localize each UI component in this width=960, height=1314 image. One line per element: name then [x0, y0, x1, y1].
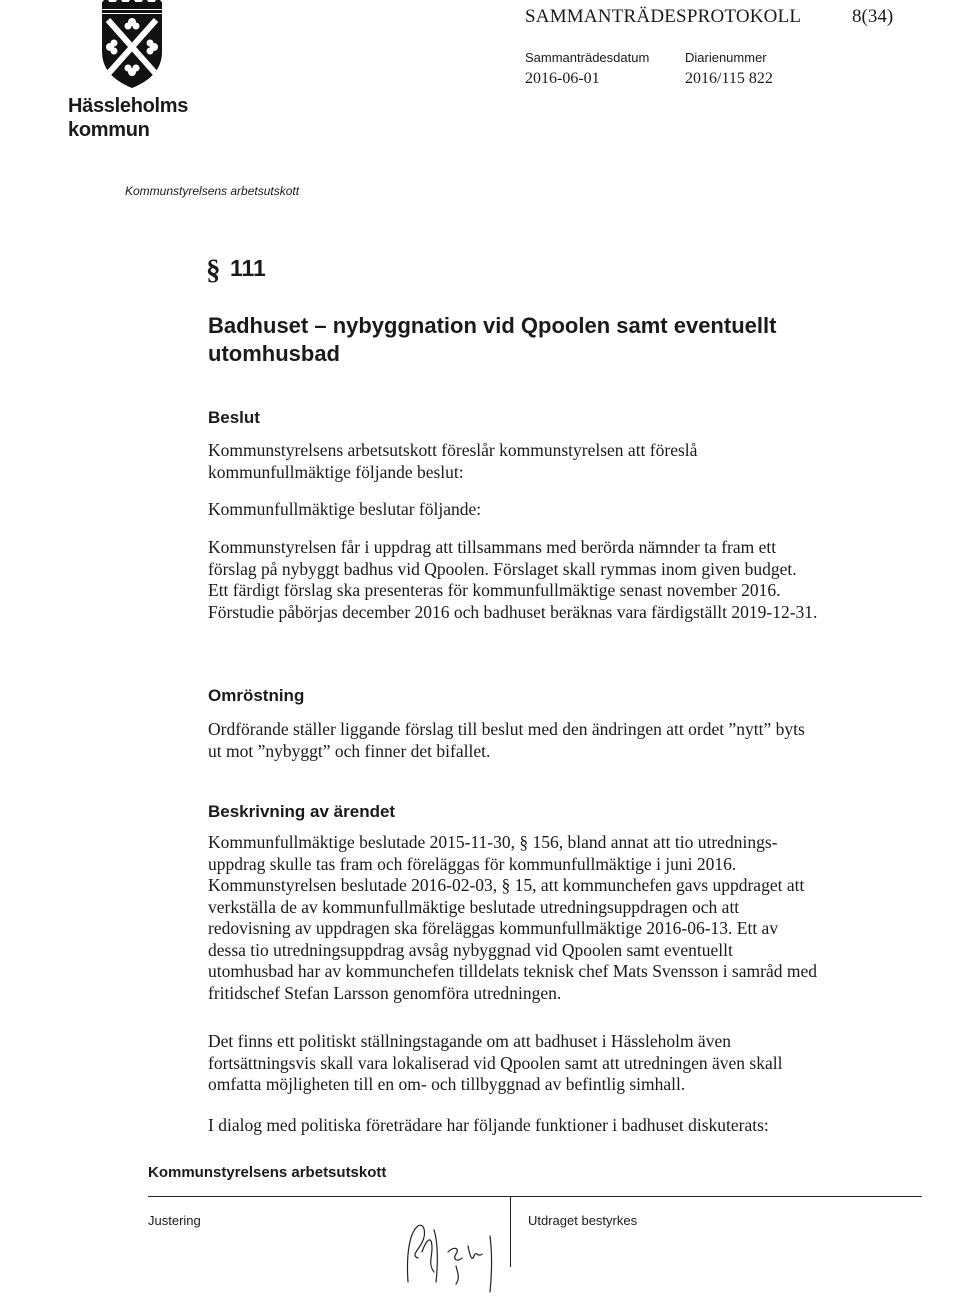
registration-number: 2016/115 822 — [685, 70, 773, 87]
section-sign: § — [206, 254, 221, 286]
footer-committee-name: Kommunstyrelsens arbetsutskott — [148, 1164, 387, 1181]
decision-heading: Beslut — [208, 408, 260, 427]
section-number: 111 — [230, 255, 266, 281]
footer-divider-line — [148, 1196, 922, 1197]
item-title: Badhuset – nybyggnation vid Qpoolen samt eventuellt utomhusbad — [208, 313, 777, 366]
justering-label: Justering — [148, 1213, 201, 1228]
vote-paragraph: Ordförande ställer liggande förslag till beslut med den ändringen att ordet ”nytt” byts ut mot ”nybyggt” och finner det bifallet. — [208, 719, 805, 761]
decision-paragraph: Kommunfullmäktige beslutar följande: — [208, 499, 482, 519]
coat-of-arms-icon — [96, 0, 168, 90]
vote-heading: Omröstning — [208, 686, 305, 705]
registration-number-label: Diarienummer — [685, 50, 767, 65]
document-type: SAMMANTRÄDESPROTOKOLL — [525, 6, 802, 27]
meeting-date-label: Sammanträdesdatum — [525, 50, 650, 65]
meeting-date: 2016-06-01 — [525, 70, 600, 87]
footer-vertical-divider — [510, 1197, 511, 1267]
decision-paragraph: Kommunstyrelsens arbetsutskott föreslår kommunstyrelsen att föreslå kommunfullmäktige följande beslut: — [208, 440, 698, 482]
page-number: 8(34) — [852, 6, 894, 27]
signature-icon — [398, 1212, 508, 1294]
description-paragraph: Det finns ett politiskt ställningstagande om att badhuset i Hässleholm även fortsättningsvis skall vara lokaliserad vid Qpoolen samt att utredningen även skall omfatta möjligheten till en om- och tillbyggnad av befintlig simhall. — [208, 1031, 783, 1094]
certified-extract-label: Utdraget bestyrkes — [528, 1213, 638, 1228]
decision-paragraph: Kommunstyrelsen får i uppdrag att tillsammans med berörda nämnder ta fram ett förslag på nybyggt badhus vid Qpoolen. Förslaget skall rymmas inom given budget. Ett färdigt förslag ska presenteras för kommunfullmäktige senast november 2016. Förstudie påbörjas december 2016 och badhuset beräknas vara färdigställt 2019-12-31. — [208, 537, 818, 622]
organization-name: Hässleholms kommun — [68, 95, 189, 141]
description-paragraph: Kommunfullmäktige beslutade 2015-11-30, § 156, bland annat att tio utrednings-uppdrag skulle tas fram och föreläggas för kommunfullmäktige i juni 2016. Kommunstyrelsen beslutade 2016-02-03, § 15, att kommunchefen gavs uppdraget att verkställa de av kommunfullmäktige beslutade utredningsuppdragen och att redovisning av uppdragen ska föreläggas kommunfullmäktige 2016-06-13. Ett av dessa tio utredningsuppdrag avsåg nybyggnad vid Qpoolen samt eventuellt utomhusbad har av kommunchefen tilldelats teknisk chef Mats Svensson i samråd med fritidschef Stefan Larsson genomföra utredningen. — [208, 832, 817, 1003]
description-heading: Beskrivning av ärendet — [208, 802, 396, 821]
committee-name: Kommunstyrelsens arbetsutskott — [125, 184, 300, 198]
description-paragraph: I dialog med politiska företrädare har följande funktioner i badhuset diskuterats: — [208, 1115, 769, 1135]
